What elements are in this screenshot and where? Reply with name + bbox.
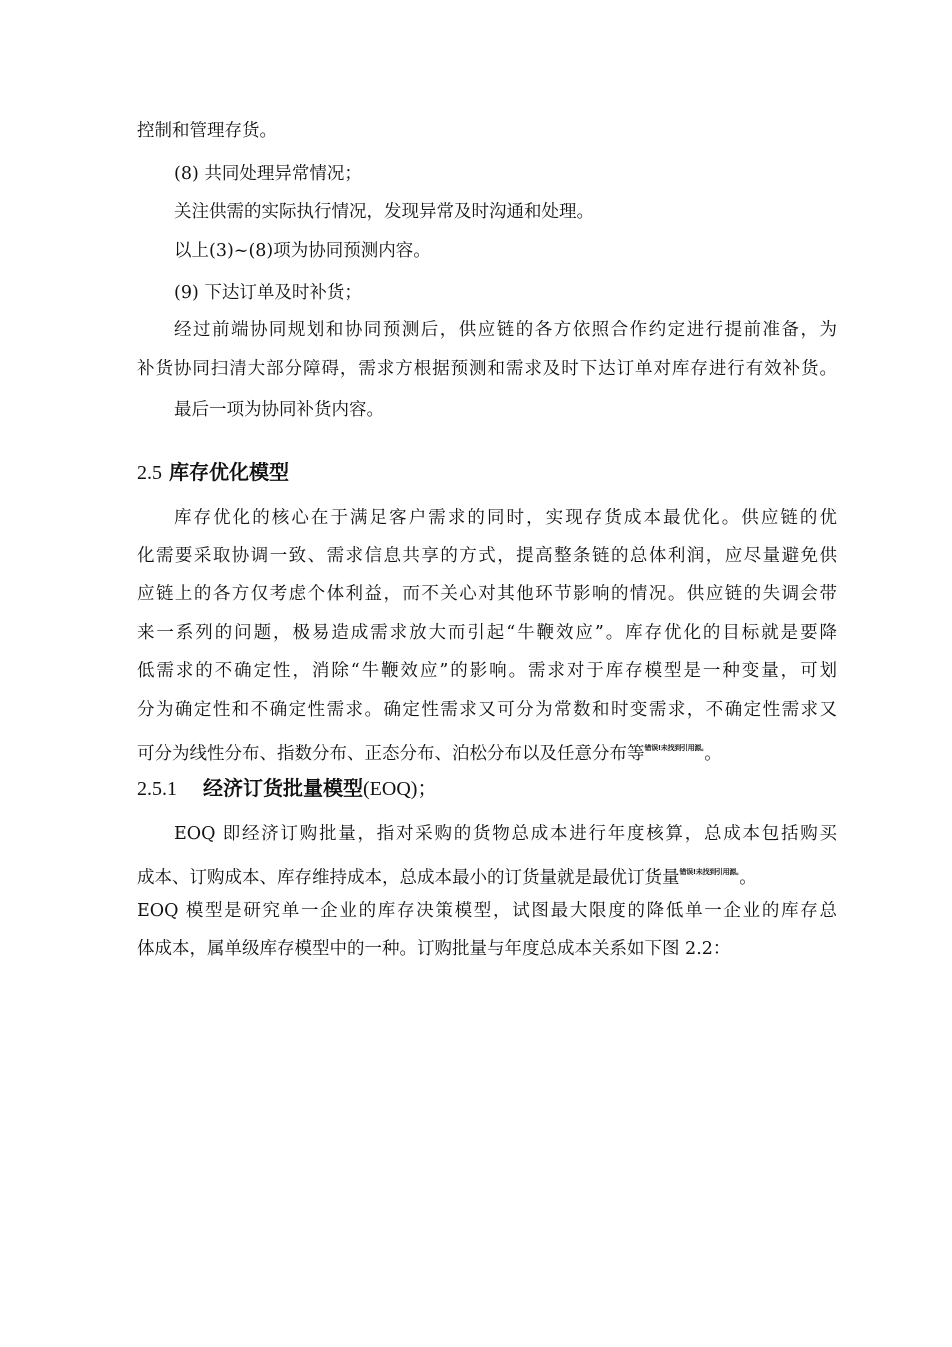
text-line-with-reference	[137, 859, 837, 891]
text-segment: 成本、订购成本、库存维持成本，总成本最小的订货量就是最优订货量	[137, 868, 680, 888]
text-line: EOQ 即经济订购批量，指对采购的货物总成本进行年度核算，总成本包括购买	[174, 824, 837, 844]
text-line: 体成本，属单级库存模型中的一种。订购批量与年度总成本关系如下图 2.2：	[137, 939, 731, 959]
text-line: 最后一项为协同补货内容。	[174, 400, 384, 420]
text-segment: 。	[739, 868, 757, 888]
text-segment: 。	[704, 744, 722, 764]
list-item-8: (8) 共同处理异常情况；	[174, 164, 362, 184]
section-number: 2.5.1	[137, 778, 177, 800]
text-line: 来一系列的问题，极易造成需求放大而引起“牛鞭效应”。库存优化的目标就是要降	[137, 623, 837, 643]
text-segment: 可分为线性分布、指数分布、正态分布、泊松分布以及任意分布等	[137, 744, 645, 764]
text-line: 低需求的不确定性，消除“牛鞭效应”的影响。需求对于库存模型是一种变量，可划	[137, 661, 837, 681]
reference-error: 错误!未找到引用源。	[644, 744, 705, 752]
section-title-suffix: (EOQ)；	[363, 778, 438, 800]
text-line: EOQ 模型是研究单一企业的库存决策模型，试图最大限度的降低单一企业的库存总	[137, 901, 837, 921]
section-heading-2-5	[137, 458, 289, 487]
text-line: 分为确定性和不确定性需求。确定性需求又可分为常数和时变需求，不确定性需求又	[137, 700, 837, 720]
section-title: 经济订货批量模型	[203, 776, 363, 800]
text-line: 关注供需的实际执行情况，发现异常及时沟通和处理。	[174, 202, 594, 222]
list-item-9: (9) 下达订单及时补货；	[174, 283, 362, 303]
reference-error: 错误!未找到引用源。	[679, 868, 740, 876]
text-line: 控制和管理存货。	[137, 121, 277, 141]
section-heading-2-5-1	[137, 774, 437, 803]
text-line: 补货协同扫清大部分障碍，需求方根据预测和需求及时下达订单对库存进行有效补货。	[137, 359, 837, 379]
text-line: 化需要采取协调一致、需求信息共享的方式，提高整条链的总体利润，应尽量避免供	[137, 546, 837, 566]
section-title: 库存优化模型	[168, 460, 289, 484]
text-line: 以上(3)~(8)项为协同预测内容。	[174, 241, 431, 261]
text-line: 库存优化的核心在于满足客户需求的同时，实现存货成本最优化。供应链的优	[174, 508, 837, 528]
section-number: 2.5	[137, 462, 162, 484]
text-line-with-reference	[137, 735, 837, 767]
text-line: 应链上的各方仅考虑个体利益，而不关心对其他环节影响的情况。供应链的失调会带	[137, 584, 837, 604]
text-line: 经过前端协同规划和协同预测后，供应链的各方依照合作约定进行提前准备，为	[174, 320, 837, 340]
